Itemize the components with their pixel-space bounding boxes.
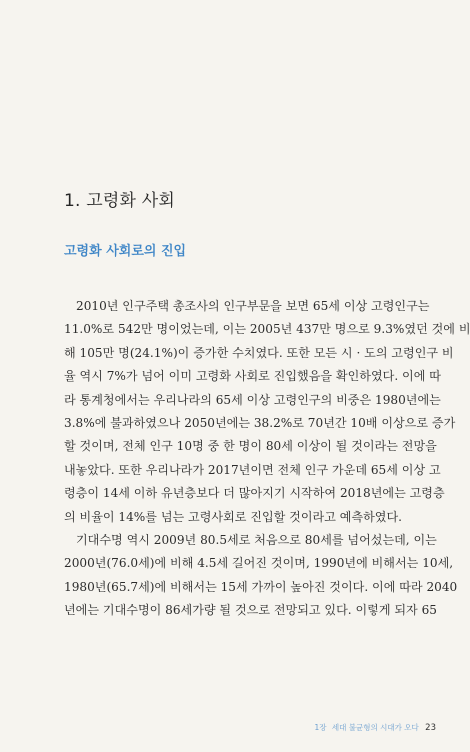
text-line: 기대수명 역시 2009년 80.5세로 처음으로 80세를 넘어섰는데, 이는: [76, 532, 437, 547]
section-title: 1. 고령화 사회: [64, 191, 175, 211]
text-line: 라 통계청에서는 우리나라의 65세 이상 고령인구의 비중은 1980년에는: [64, 392, 441, 407]
text-line: 의 비율이 14%를 넘는 고령사회로 진입할 것이라고 예측하였다.: [64, 509, 403, 524]
text-line: 11.0%로 542만 명이었는데, 이는 2005년 437만 명으로 9.3%였던 것에 비: [64, 322, 470, 337]
text-line: 년에는 기대수명이 86세가량 될 것으로 전망되고 있다. 이렇게 되자 65: [64, 603, 437, 618]
text-line: 해 105만 명(24.1%)이 증가한 수치였다. 또한 모든 시 · 도의 고령인구 비: [64, 345, 454, 360]
subsection-title: 고령화 사회로의 진입: [64, 244, 187, 259]
paragraph-1: [64, 295, 470, 529]
body-text: [64, 295, 470, 622]
page-number: 23: [425, 723, 436, 733]
text-line: 2000년(76.0세)에 비해 4.5세 길어진 것이며, 1990년에 비해서는 10세,: [64, 556, 454, 571]
text-line: 할 것이며, 전체 인구 10명 중 한 명이 80세 이상이 될 것이라는 전망을: [64, 439, 437, 454]
text-line: 3.8%에 불과하였으나 2050년에는 38.2%로 70년간 10배 이상으로 증가: [64, 415, 456, 430]
paragraph-2: [64, 529, 458, 623]
text-line: 2010년 인구주택 총조사의 인구부문을 보면 65세 이상 고령인구는: [76, 299, 430, 313]
text-line: 내놓았다. 또한 우리나라가 2017년이면 전체 인구 가운데 65세 이상 고: [64, 462, 441, 477]
text-line: 율 역시 7%가 넘어 이미 고령화 사회로 진입했음을 확인하였다. 이에 따: [64, 369, 441, 384]
page-footer: [315, 722, 437, 733]
footer-running-title: 세대 불균형의 시대가 오다: [331, 723, 419, 732]
footer-chapter: 1장: [314, 723, 327, 732]
text-line: 령층이 14세 이하 유년층보다 더 많아지기 시작하여 2018년에는 고령층: [64, 486, 445, 501]
text-line: 1980년(65.7세)에 비해서는 15세 가까이 높아진 것이다. 이에 따라 2040: [64, 579, 458, 594]
